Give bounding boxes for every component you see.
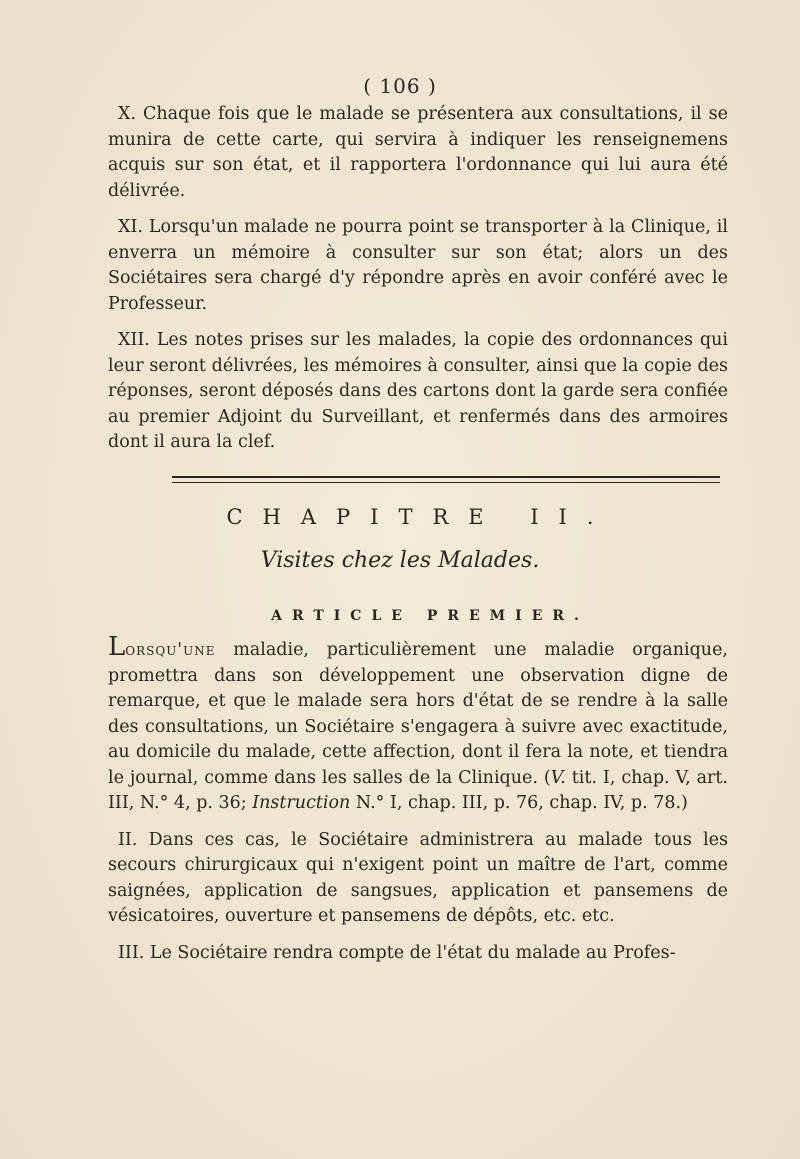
chapter-divider-rule	[172, 476, 720, 483]
paragraph-xii: XII. Les notes prises sur les malades, la copie des ordonnances qui leur seront délivrées, les mémoires à consulter, ainsi que la copie des réponses, seront déposés dans des cartons dont la garde sera confiée au premier Adjoint du Surveillant, et renfermés dans des armoires dont il aura la clef.	[108, 330, 728, 452]
article-text-b: tit. I, chap. V, art. III, N.° 4, p. 36;	[108, 767, 728, 813]
paragraph-xi: XI. Lorsqu'un malade ne pourra point se transporter à la Clinique, il enverra un mémoire à consulter sur son état; alors un des Sociétaires sera chargé d'y répondre après en avoir conféré avec le Professeur.	[108, 217, 728, 314]
text-block-top	[108, 102, 728, 467]
chapter-title: CHAPITRE II.	[226, 505, 614, 529]
section-title: Visites chez les Malades.	[260, 548, 540, 573]
article-text-a: maladie, particulièrement une maladie organique, promettra dans son développement une observation digne de remarque, et que le malade sera hors d'état de se rendre à la salle des consultations, un Sociétaire s'engagera à suivre avec exactitude, au domicile du malade, cette affection, dont il fera la note, et tiendra le journal, comme dans les salles de la Clinique. (	[108, 640, 728, 788]
reference-v: V.	[550, 767, 566, 788]
article-first-paragraph	[108, 632, 728, 817]
paragraph-iii: III. Le Sociétaire rendra compte de l'état du malade au Profes-	[118, 942, 676, 963]
article-heading: ARTICLE PREMIER.	[271, 608, 589, 624]
drop-cap: L	[108, 632, 126, 662]
small-caps-opening: orsqu'une	[125, 640, 216, 660]
page-number: ( 106 )	[363, 74, 437, 98]
paragraph-ii: II. Dans ces cas, le Sociétaire administrera au malade tous les secours chirurgicaux qui n'exigent point un maître de l'art, comme saignées, application de sangsues, application et pansemens de vésicatoires, ouverture et pansemens de dépôts, etc. etc.	[108, 829, 728, 926]
text-block-bottom	[108, 632, 728, 977]
paragraph-x: X. Chaque fois que le malade se présentera aux consultations, il se munira de cette carte, qui servira à indiquer les renseignemens acquis sur son état, et il rapportera l'ordonnance qui lui aura été délivrée.	[108, 104, 728, 201]
article-text-c: N.° I, chap. III, p. 76, chap. IV, p. 78.)	[350, 793, 688, 813]
reference-instruction: Instruction	[252, 793, 351, 813]
